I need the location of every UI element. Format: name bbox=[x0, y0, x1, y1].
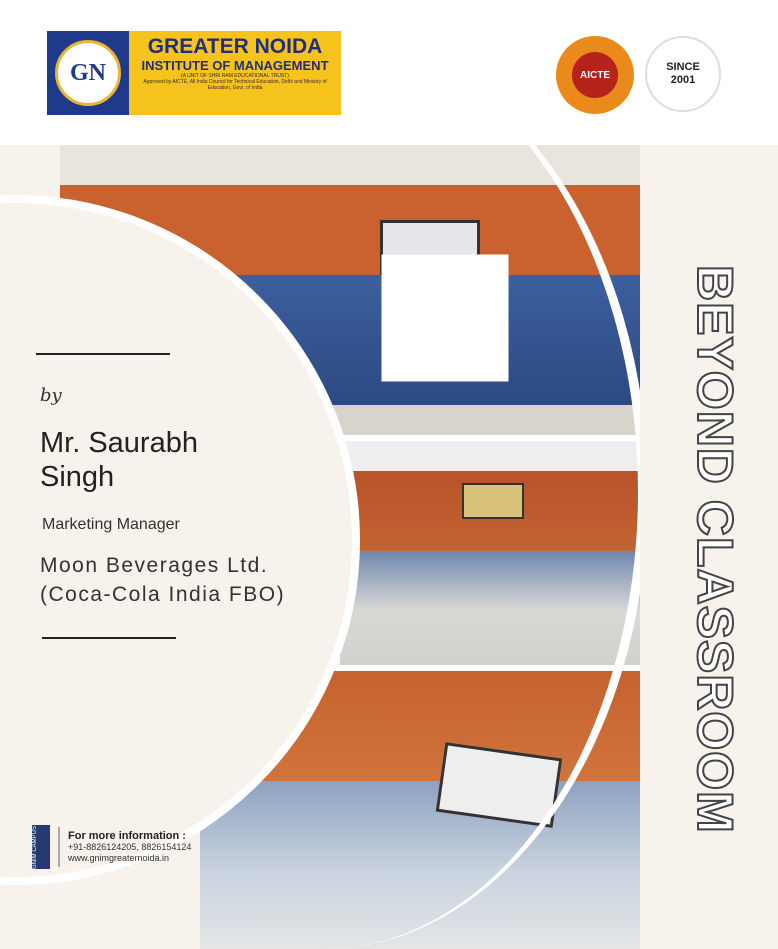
speaker-company: Moon Beverages Ltd. (Coca-Cola India FBO) bbox=[40, 554, 286, 606]
contact-phones: +91-8826124205, 8826154124 bbox=[68, 842, 192, 852]
speaker-role: Marketing Manager bbox=[42, 516, 180, 533]
campus-badge: GNIM CAMPUS bbox=[32, 825, 50, 869]
logo-subtitle: INSTITUTE OF MANAGEMENT bbox=[141, 58, 329, 73]
gnim-seal-icon: GN bbox=[47, 31, 129, 115]
since-badge: SINCE 2001 bbox=[645, 36, 721, 112]
by-label: by bbox=[40, 385, 62, 406]
contact-website[interactable]: www.gnimgreaternoida.in bbox=[68, 853, 170, 863]
side-title: BEYOND CLASSROOM bbox=[687, 265, 743, 834]
aicte-logo: AICTE bbox=[556, 36, 634, 114]
logo-approval: Approved by AICTE, All India Council for Technical Education, Delhi and Ministry of Education, Govt. of India bbox=[143, 79, 327, 91]
divider bbox=[42, 637, 176, 639]
contact-info bbox=[32, 825, 191, 869]
speaker-name: Mr. Saurabh Singh bbox=[40, 427, 198, 493]
contact-heading: For more information : bbox=[68, 830, 186, 842]
gnim-logo bbox=[47, 31, 341, 115]
divider bbox=[36, 353, 170, 355]
header bbox=[0, 0, 778, 145]
logo-trust: (A UNIT OF SHRI RAM EDUCATIONAL TRUST) bbox=[181, 73, 289, 79]
logo-title: GREATER NOIDA bbox=[147, 35, 323, 58]
